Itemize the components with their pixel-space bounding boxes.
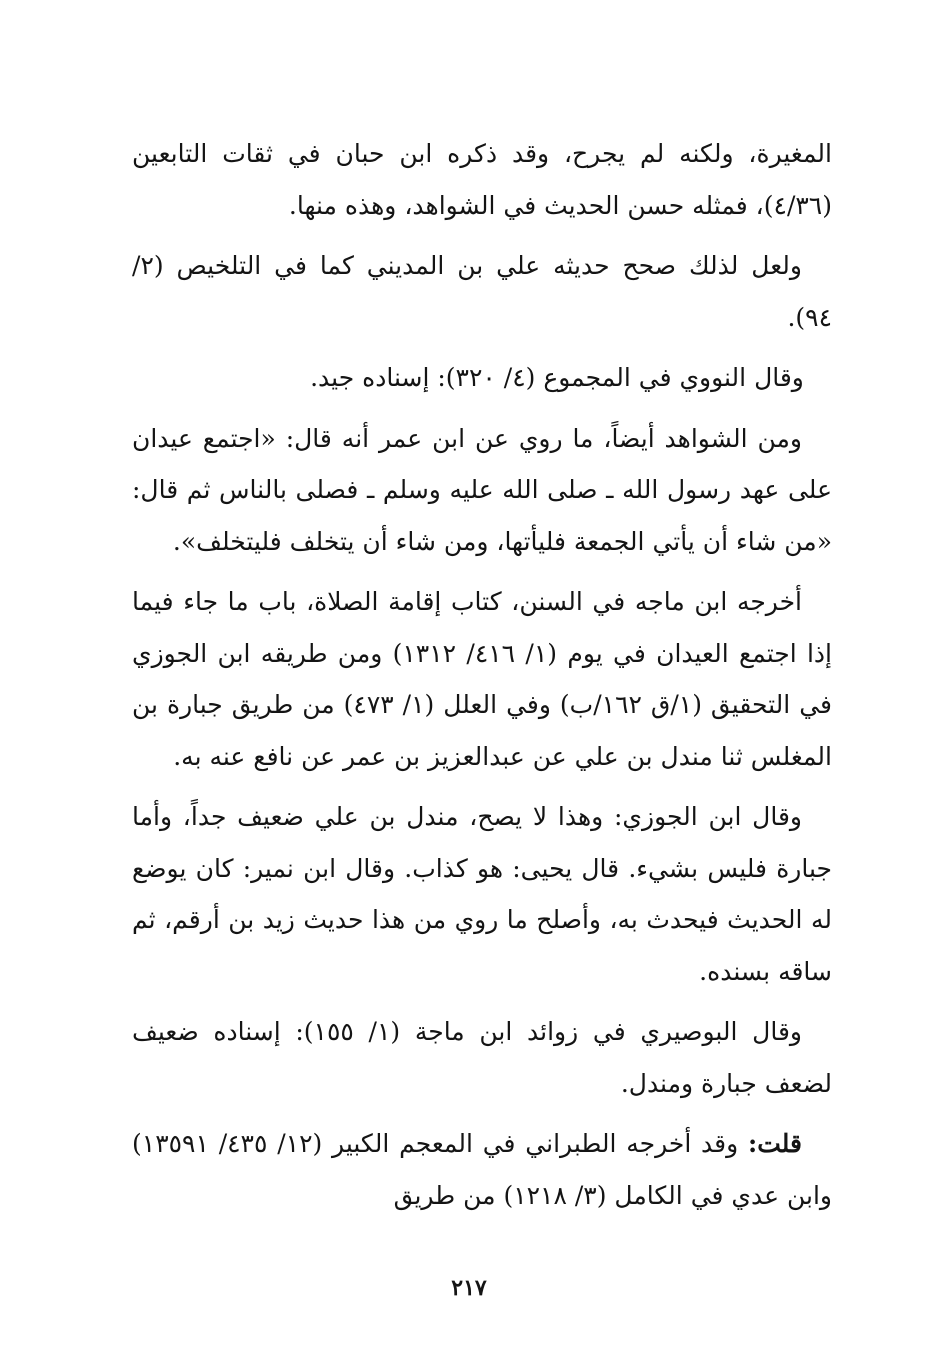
qultu-label: قلت: [748, 1129, 803, 1158]
paragraph-ibn-umar-hadith: ومن الشواهد أيضاً، ما روي عن ابن عمر أنه قال: «اجتمع عيدان على عهد رسول الله ـ صلى الله عليه وسلم ـ فصلى بالناس ثم قال: «من شاء أن يأتي الجمعة فليأتها، ومن شاء أن يتخلف فليتخلف». [132, 423, 832, 556]
paragraph-busiri: وقال البوصيري في زوائد ابن ماجة (١/ ١٥٥): إسناده ضعيف لضعف جبارة ومندل. [132, 1017, 832, 1098]
paragraph-ali-ibn-al-madini: ولعل لذلك صحح حديثه علي بن المديني كما في التلخيص (٢/ ٩٤). [132, 251, 832, 332]
paragraph-ibn-majah-takhrij: أخرجه ابن ماجه في السنن، كتاب إقامة الصلاة، باب ما جاء فيما إذا اجتمع العيدان في يوم (١/ ٤١٦/ ١٣١٢) ومن طريقه ابن الجوزي في التحقيق (١/ق ١٦٢/ب) وفي العلل (١/ ٤٧٣) من طريق جبارة بن المغلس ثنا مندل بن علي عن عبدالعزيز بن عمر عن نافع عنه به. [132, 587, 833, 771]
page-number: ٢١٧ [451, 1275, 487, 1301]
body-text [132, 128, 832, 1230]
paragraph-continuation: المغيرة، ولكنه لم يجرح، وقد ذكره ابن حبان في ثقات التابعين (٤/٣٦)، فمثله حسن الحديث في الشواهد، وهذه منها. [132, 139, 832, 220]
paragraph-ibn-al-jawzi: وقال ابن الجوزي: وهذا لا يصح، مندل بن علي ضعيف جداً، وأما جبارة فليس بشيء. قال يحيى: هو كذاب. وقال ابن نمير: كان يوضع له الحديث فيحدث به، وأصلح ما روي من هذا حديث زيد بن أرقم، ثم ساقه بسنده. [132, 802, 832, 986]
paragraph-qultu [132, 1118, 832, 1221]
qultu-text: وقد أخرجه الطبراني في المعجم الكبير (١٢/ ٤٣٥/ ١٣٥٩١) وابن عدي في الكامل (٣/ ١٢١٨) من طريق [132, 1129, 832, 1210]
paragraph-nawawi: وقال النووي في المجموع (٤/ ٣٢٠): إسناده جيد. [310, 363, 804, 392]
